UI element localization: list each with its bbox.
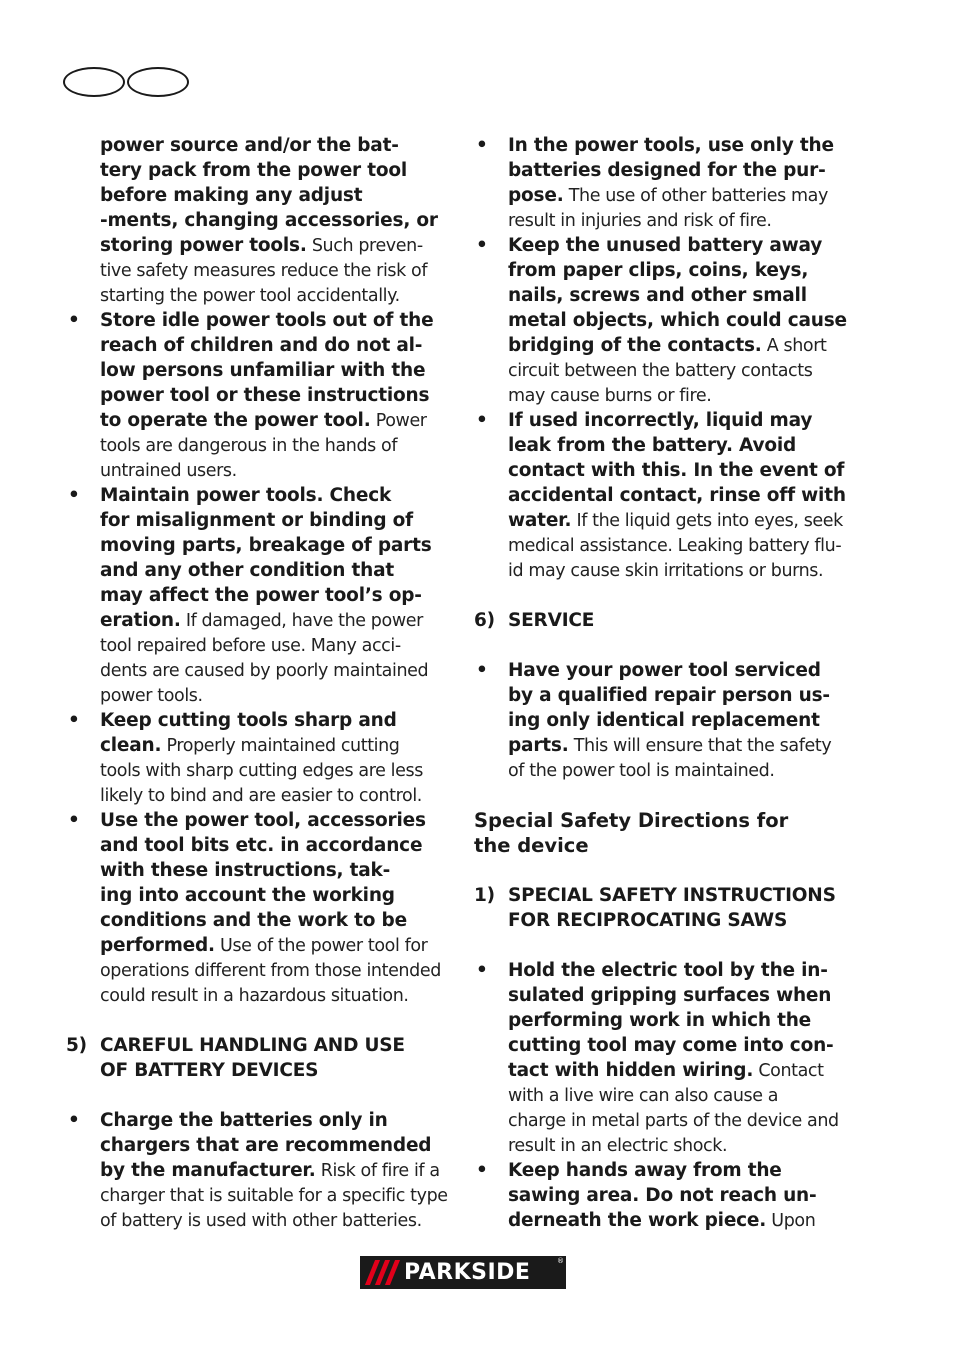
emphasis-text: low persons unfamiliar with the	[100, 360, 426, 381]
line-content	[508, 608, 594, 633]
emphasis-text: water.	[508, 510, 572, 531]
text-line	[66, 133, 450, 158]
emphasis-text: nails, screws and other small	[508, 285, 807, 306]
line-content	[508, 883, 836, 908]
text-line	[66, 1058, 450, 1083]
body-text: Contact	[753, 1061, 824, 1081]
emphasis-text: for misalignment or binding of	[100, 510, 414, 531]
line-content	[100, 358, 425, 383]
body-text: Power	[370, 411, 427, 431]
text-line	[474, 308, 862, 333]
emphasis-text: metal objects, which could cause	[508, 310, 847, 331]
emphasis-text: batteries designed for the pur-	[508, 160, 826, 181]
registered-mark: ®	[557, 1257, 564, 1265]
line-content	[508, 383, 711, 409]
emphasis-text: chargers that are recommended	[100, 1135, 432, 1156]
emphasis-text: accidental contact, rinse off with	[508, 485, 846, 506]
body-text: tive safety measures reduce the risk of	[100, 261, 428, 281]
text-line	[66, 633, 450, 658]
line-content	[508, 708, 820, 733]
line-content	[100, 833, 422, 858]
line-content	[100, 908, 407, 933]
line-content	[100, 1033, 405, 1058]
line-content	[100, 558, 394, 583]
emphasis-text: SPECIAL SAFETY INSTRUCTIONS	[508, 885, 836, 906]
right-column	[474, 133, 862, 1233]
text-line	[474, 133, 862, 158]
emphasis-text: Hold the electric tool by the in-	[508, 960, 828, 981]
emphasis-text: pose.	[508, 185, 564, 206]
bullet-icon: •	[476, 960, 488, 981]
text-line	[474, 708, 862, 733]
text-line	[66, 1108, 450, 1133]
text-line	[66, 308, 450, 333]
line-content	[508, 283, 807, 308]
body-text: If damaged, have the power	[180, 611, 423, 631]
emphasis-text: sawing area. Do not reach un-	[508, 1185, 817, 1206]
line-content	[100, 758, 423, 784]
text-line	[474, 658, 862, 683]
text-line	[474, 383, 862, 408]
line-content	[100, 508, 413, 533]
bullet-icon: •	[476, 410, 488, 431]
body-text: Properly maintained cutting	[161, 736, 400, 756]
logo-stripes-icon	[360, 1256, 402, 1289]
emphasis-text: Store idle power tools out of the	[100, 310, 434, 331]
section-number: 6)	[474, 610, 495, 631]
emphasis-text: Have your power tool serviced	[508, 660, 821, 681]
body-text: could result in a hazardous situation.	[100, 986, 409, 1006]
text-line	[66, 808, 450, 833]
bullet-icon: •	[476, 1160, 488, 1181]
line-content	[508, 1058, 824, 1084]
text-line	[474, 558, 862, 583]
text-line	[66, 858, 450, 883]
body-text: tools with sharp cutting edges are less	[100, 761, 423, 781]
line-content	[100, 633, 401, 659]
line-content	[100, 383, 429, 408]
line-content	[508, 733, 831, 759]
spacer	[474, 933, 862, 958]
line-content	[100, 183, 362, 208]
line-content	[100, 808, 426, 833]
body-text: operations different from those intended	[100, 961, 441, 981]
line-content	[100, 208, 438, 233]
body-text: id may cause skin irritations or burns.	[508, 561, 824, 581]
emphasis-text: FOR RECIPROCATING SAWS	[508, 910, 788, 931]
text-line	[474, 733, 862, 758]
text-line	[66, 358, 450, 383]
bullet-icon: •	[68, 485, 80, 506]
spacer	[474, 783, 862, 808]
text-line	[474, 358, 862, 383]
line-content	[508, 183, 828, 209]
line-content	[508, 558, 823, 584]
bullet-icon: •	[476, 660, 488, 681]
line-content	[508, 308, 847, 333]
line-content	[100, 333, 422, 358]
text-line	[474, 508, 862, 533]
text-line	[474, 1083, 862, 1108]
body-text: result in an electric shock.	[508, 1136, 728, 1156]
text-line	[474, 758, 862, 783]
body-text: power tools.	[100, 686, 203, 706]
text-line	[474, 1208, 862, 1233]
body-text: charger that is suitable for a specific type	[100, 1186, 448, 1206]
logo-text: PARKSIDE	[404, 1260, 531, 1285]
emphasis-text: leak from the battery. Avoid	[508, 435, 797, 456]
text-line	[66, 708, 450, 733]
section-number: 1)	[474, 885, 495, 906]
emphasis-text: tery pack from the power tool	[100, 160, 408, 181]
text-line	[474, 433, 862, 458]
text-line	[66, 283, 450, 308]
line-content	[100, 1208, 422, 1234]
line-content	[508, 658, 821, 683]
line-content	[508, 1183, 817, 1208]
line-content	[100, 858, 390, 883]
text-line	[66, 683, 450, 708]
emphasis-text: and tool bits etc. in accordance	[100, 835, 423, 856]
line-content	[508, 408, 812, 433]
line-content	[508, 1008, 811, 1033]
line-content	[100, 933, 427, 959]
text-line	[474, 408, 862, 433]
line-content	[100, 408, 427, 434]
emphasis-text: moving parts, breakage of parts	[100, 535, 432, 556]
language-badge	[127, 67, 189, 97]
body-text: Use of the power tool for	[214, 936, 428, 956]
text-line	[474, 458, 862, 483]
emphasis-text: If used incorrectly, liquid may	[508, 410, 813, 431]
emphasis-text: power source and/or the bat-	[100, 135, 399, 156]
emphasis-text: clean.	[100, 735, 162, 756]
text-line	[474, 1183, 862, 1208]
text-line	[474, 333, 862, 358]
text-line	[66, 658, 450, 683]
text-line	[66, 608, 450, 633]
line-content	[100, 583, 422, 608]
body-text: medical assistance. Leaking battery flu-	[508, 536, 842, 556]
line-content	[508, 958, 828, 983]
language-badges	[63, 67, 191, 99]
text-line	[66, 733, 450, 758]
body-text: The use of other batteries may	[563, 186, 828, 206]
text-line	[474, 1033, 862, 1058]
line-content	[508, 683, 830, 708]
emphasis-text: storing power tools.	[100, 235, 307, 256]
body-text: A short	[761, 336, 827, 356]
emphasis-text: before making any adjust	[100, 185, 363, 206]
line-content	[100, 983, 409, 1009]
emphasis-text: from paper clips, coins, keys,	[508, 260, 809, 281]
emphasis-text: Use the power tool, accessories	[100, 810, 426, 831]
spacer	[66, 1083, 450, 1108]
line-content	[100, 1133, 431, 1158]
body-text: of the power tool is maintained.	[508, 761, 775, 781]
emphasis-text: CAREFUL HANDLING AND USE	[100, 1035, 405, 1056]
text-line	[66, 583, 450, 608]
text-line	[66, 933, 450, 958]
section-heading: Special Safety Directions for	[474, 809, 789, 832]
spacer	[474, 583, 862, 608]
line-content	[508, 1158, 782, 1183]
body-text: starting the power tool accidentally.	[100, 286, 400, 306]
text-line	[474, 1133, 862, 1158]
text-line	[66, 1033, 450, 1058]
line-content	[100, 883, 395, 908]
body-text: likely to bind and are easier to control.	[100, 786, 422, 806]
line-content	[508, 133, 834, 158]
line-content	[100, 433, 397, 459]
line-content	[508, 758, 775, 784]
line-content	[508, 433, 796, 458]
line-content	[100, 733, 400, 759]
spacer	[474, 858, 862, 883]
body-text: tools are dangerous in the hands of	[100, 436, 398, 456]
body-text: of battery is used with other batteries.	[100, 1211, 422, 1231]
body-text: charge in metal parts of the device and	[508, 1111, 839, 1131]
body-text: tool repaired before use. Many acci-	[100, 636, 401, 656]
emphasis-text: reach of children and do not al-	[100, 335, 423, 356]
bullet-icon: •	[476, 135, 488, 156]
bullet-icon: •	[68, 710, 80, 731]
line-content	[508, 458, 844, 483]
text-line	[474, 608, 862, 633]
emphasis-text: performed.	[100, 935, 215, 956]
parkside-logo	[360, 1256, 566, 1289]
language-badge	[63, 67, 125, 97]
emphasis-text: derneath the work piece.	[508, 1210, 767, 1231]
emphasis-text: eration.	[100, 610, 181, 631]
line-content	[100, 1108, 388, 1133]
line-content	[100, 158, 407, 183]
emphasis-text: and any other condition that	[100, 560, 395, 581]
text-line	[66, 1158, 450, 1183]
body-text: may cause burns or fire.	[508, 386, 712, 406]
text-line	[66, 833, 450, 858]
emphasis-text: Charge the batteries only in	[100, 1110, 388, 1131]
line-content	[508, 258, 808, 283]
emphasis-text: SERVICE	[508, 610, 595, 631]
text-line	[66, 908, 450, 933]
emphasis-text: OF BATTERY DEVICES	[100, 1060, 319, 1081]
emphasis-text: conditions and the work to be	[100, 910, 407, 931]
text-line	[66, 883, 450, 908]
body-text: Risk of fire if a	[315, 1161, 440, 1181]
line-content	[508, 1083, 778, 1109]
emphasis-text: bridging of the contacts.	[508, 335, 762, 356]
emphasis-text: parts.	[508, 735, 569, 756]
emphasis-text: ing only identical replacement	[508, 710, 820, 731]
line-content	[100, 783, 422, 809]
line-content	[508, 208, 772, 234]
text-line	[474, 1158, 862, 1183]
text-line	[66, 383, 450, 408]
spacer	[474, 633, 862, 658]
emphasis-text: may affect the power tool’s op-	[100, 585, 422, 606]
body-text: Upon	[766, 1211, 816, 1231]
text-line	[474, 958, 862, 983]
line-content	[508, 533, 841, 559]
text-line	[474, 233, 862, 258]
text-line	[66, 558, 450, 583]
text-line	[474, 183, 862, 208]
line-content	[508, 1108, 839, 1134]
text-line	[474, 533, 862, 558]
text-line	[66, 333, 450, 358]
text-line	[66, 483, 450, 508]
line-content	[100, 283, 400, 309]
text-line	[66, 458, 450, 483]
bullet-icon: •	[68, 810, 80, 831]
text-line	[474, 908, 862, 933]
line-content	[508, 333, 827, 359]
emphasis-text: cutting tool may come into con-	[508, 1035, 834, 1056]
line-content	[508, 358, 812, 384]
line-content	[100, 1158, 440, 1184]
text-line	[66, 208, 450, 233]
line-content	[508, 1133, 727, 1159]
text-line	[66, 158, 450, 183]
body-text: dents are caused by poorly maintained	[100, 661, 429, 681]
section-number: 5)	[66, 1035, 87, 1056]
text-line	[66, 258, 450, 283]
line-content	[508, 483, 846, 508]
text-line	[474, 983, 862, 1008]
line-content	[100, 233, 423, 259]
emphasis-text: Keep cutting tools sharp and	[100, 710, 397, 731]
emphasis-text: tact with hidden wiring.	[508, 1060, 754, 1081]
text-line	[66, 958, 450, 983]
line-content	[100, 1183, 448, 1209]
text-line	[66, 983, 450, 1008]
text-line	[66, 508, 450, 533]
emphasis-text: Maintain power tools. Check	[100, 485, 392, 506]
line-content	[508, 1033, 834, 1058]
line-content	[100, 1058, 318, 1083]
emphasis-text: Keep the unused battery away	[508, 235, 823, 256]
line-content	[100, 258, 427, 284]
bullet-icon: •	[68, 310, 80, 331]
text-line	[474, 483, 862, 508]
emphasis-text: In the power tools, use only the	[508, 135, 834, 156]
text-line	[474, 1008, 862, 1033]
line-content	[508, 508, 843, 534]
line-content	[508, 908, 787, 933]
emphasis-text: sulated gripping surfaces when	[508, 985, 832, 1006]
text-line	[474, 208, 862, 233]
text-line	[66, 533, 450, 558]
emphasis-text: to operate the power tool.	[100, 410, 371, 431]
text-line	[474, 1058, 862, 1083]
emphasis-text: by a qualified repair person us-	[508, 685, 830, 706]
text-line	[66, 433, 450, 458]
emphasis-text: power tool or these instructions	[100, 385, 430, 406]
body-text: result in injuries and risk of fire.	[508, 211, 772, 231]
emphasis-text: performing work in which the	[508, 1010, 812, 1031]
text-line	[474, 283, 862, 308]
body-text: If the liquid gets into eyes, seek	[571, 511, 843, 531]
line-content	[100, 608, 423, 634]
spacer	[66, 1008, 450, 1033]
line-content	[100, 483, 391, 508]
line-content	[100, 133, 399, 158]
text-line	[66, 1208, 450, 1233]
text-line	[66, 1183, 450, 1208]
line-content	[100, 533, 432, 558]
body-text: This will ensure that the safety	[568, 736, 832, 756]
text-line	[474, 158, 862, 183]
body-text: circuit between the battery contacts	[508, 361, 813, 381]
body-text: untrained users.	[100, 461, 237, 481]
line-content	[100, 708, 397, 733]
text-line	[474, 683, 862, 708]
line-content	[100, 683, 203, 709]
text-line	[66, 408, 450, 433]
line-content	[100, 958, 441, 984]
line-content	[100, 458, 237, 484]
text-line	[66, 783, 450, 808]
text-line	[66, 1133, 450, 1158]
emphasis-text: -ments, changing accessories, or	[100, 210, 438, 231]
left-column	[66, 133, 450, 1233]
text-line	[66, 183, 450, 208]
emphasis-text: by the manufacturer.	[100, 1160, 316, 1181]
bullet-icon: •	[476, 235, 488, 256]
line-content	[508, 233, 822, 258]
line-content	[508, 1208, 815, 1234]
line-content	[508, 983, 831, 1008]
text-line	[66, 758, 450, 783]
section-heading: the device	[474, 834, 589, 857]
text-line	[474, 883, 862, 908]
line-content	[100, 308, 433, 333]
bullet-icon: •	[68, 1110, 80, 1131]
body-text: with a live wire can also cause a	[508, 1086, 779, 1106]
emphasis-text: ing into account the working	[100, 885, 395, 906]
line-content	[508, 158, 826, 183]
emphasis-text: contact with this. In the event of	[508, 460, 845, 481]
emphasis-text: Keep hands away from the	[508, 1160, 782, 1181]
line-content	[100, 658, 428, 684]
emphasis-text: with these instructions, tak-	[100, 860, 391, 881]
text-line	[474, 1108, 862, 1133]
text-line	[66, 233, 450, 258]
body-text: Such preven-	[306, 236, 423, 256]
text-line	[474, 258, 862, 283]
